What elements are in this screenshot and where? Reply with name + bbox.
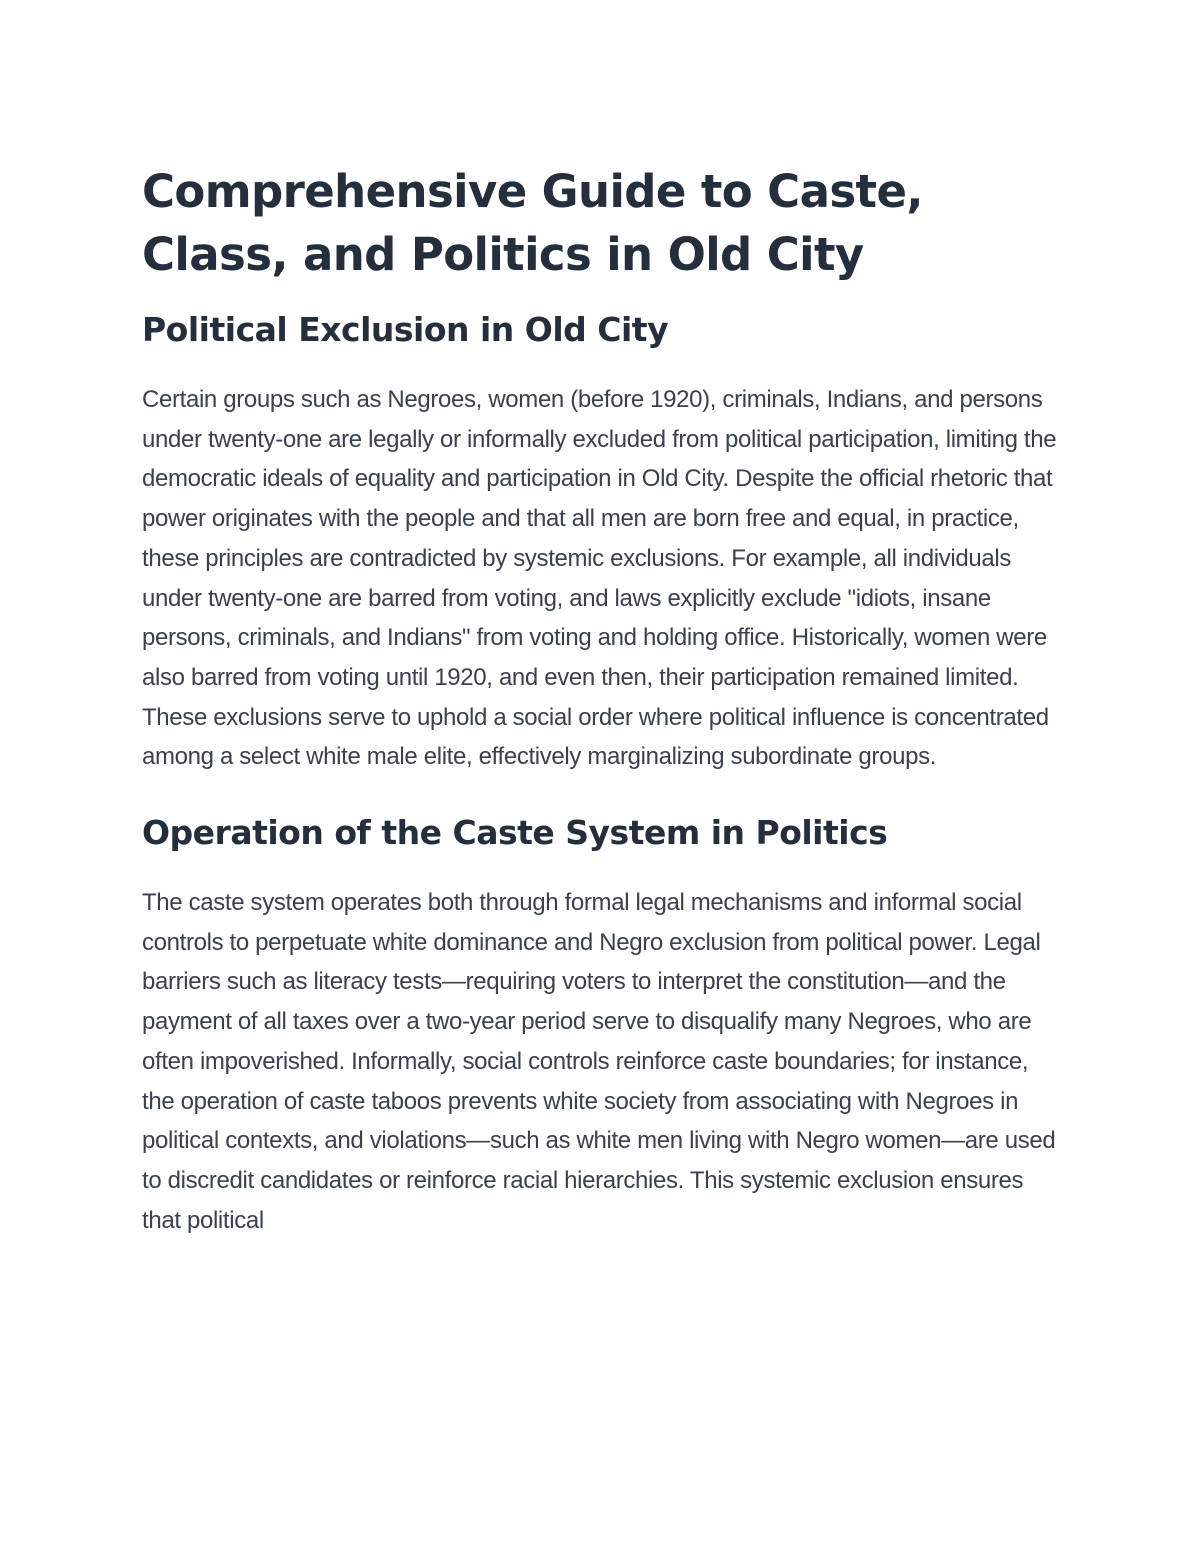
section-body-caste-system: The caste system operates both through formal legal mechanisms and informal social controls to perpetuate white dominance and Negro exclusion from political power. Legal barriers such as literacy tests—requiring voters to interpret the constitution—and the payment of all taxes over a two-year period serve to disqualify many Negroes, who are often impoverished. Informally, social controls reinforce caste boundaries; for instance, the operation of caste taboos prevents white society from associating with Negroes in political contexts, and violations—such as white men living with Negro women—are used to discredit candidates or reinforce racial hierarchies. This systemic exclusion ensures that political [142, 889, 1056, 1234]
section-heading-caste-system: Operation of the Caste System in Politics [142, 813, 888, 853]
section-body-political-exclusion: Certain groups such as Negroes, women (before 1920), criminals, Indians, and persons under twenty-one are legally or informally excluded from political participation, limiting the democratic ideals of equality and participation in Old City. Despite the official rhetoric that power originates with the people and that all men are born free and equal, in practice, these principles are contradicted by systemic exclusions. For example, all individuals under twenty-one are barred from voting, and laws explicitly exclude "idiots, insane persons, criminals, and Indians" from voting and holding office. Historically, women were also barred from voting until 1920, and even then, their participation remained limited. These exclusions serve to uphold a social order where political influence is concentrated among a select white male elite, effectively marginalizing subordinate groups. [142, 386, 1057, 771]
document-title: Comprehensive Guide to Caste, Class, and Politics in Old City [142, 165, 923, 281]
document-page [142, 160, 1060, 1240]
section-heading-political-exclusion: Political Exclusion in Old City [142, 310, 669, 349]
